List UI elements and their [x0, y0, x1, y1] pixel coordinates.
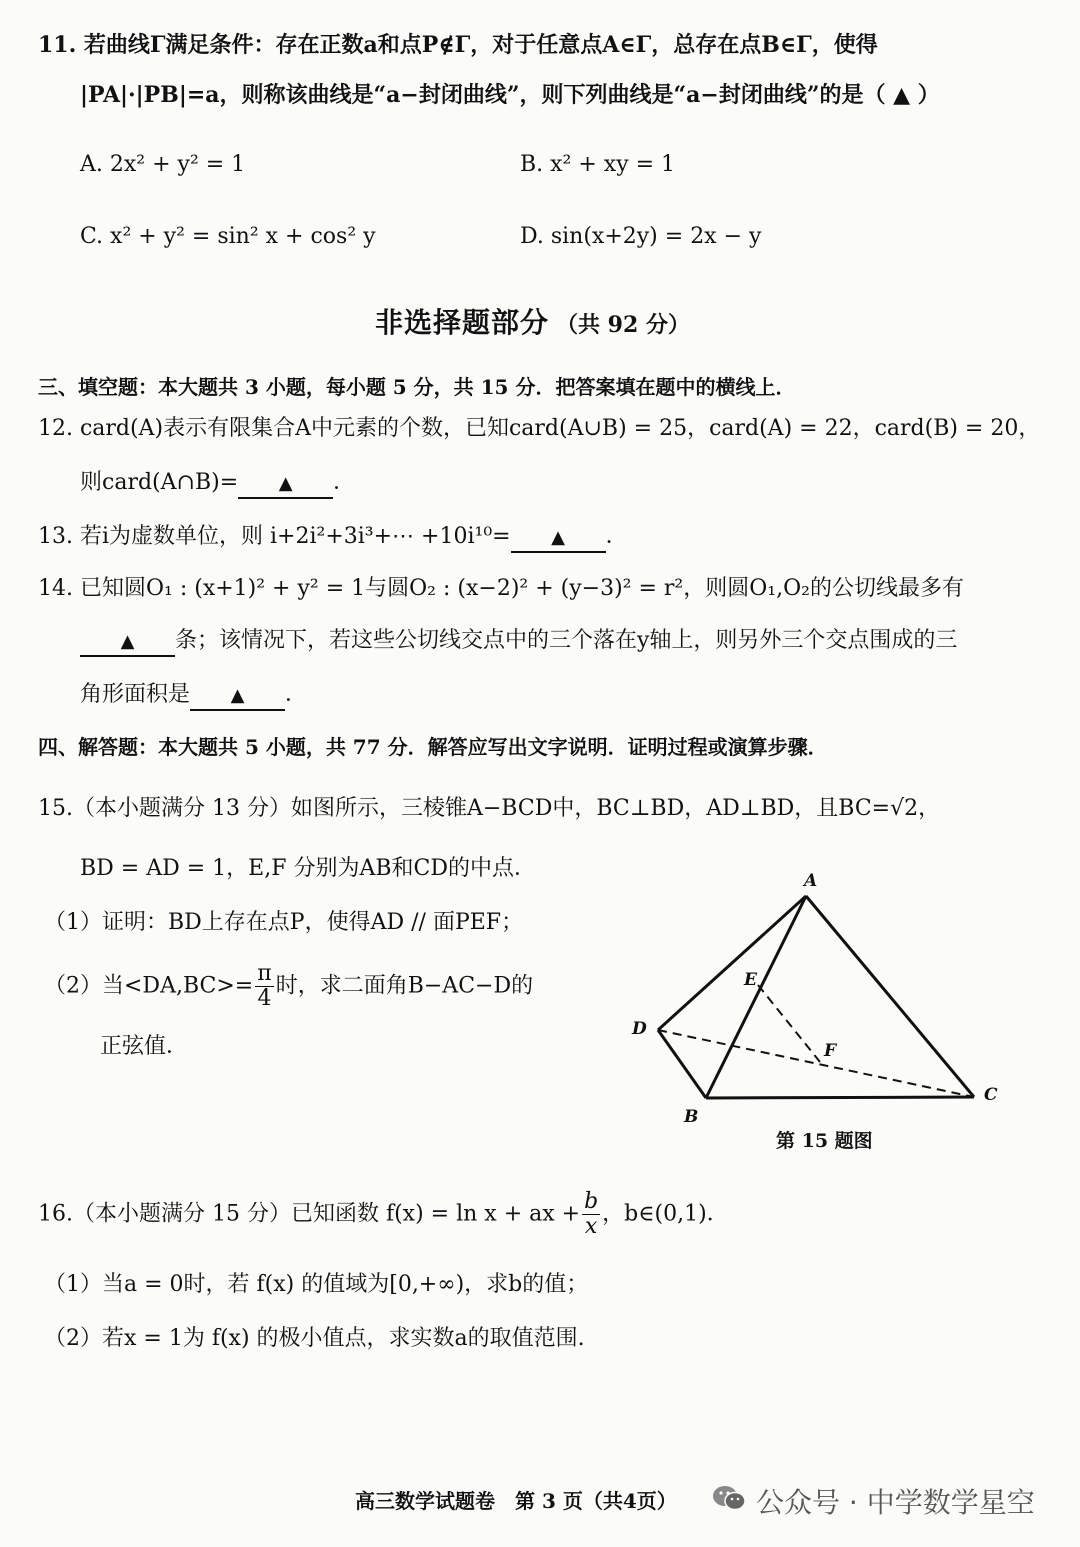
q11-option-a: A. 2x² + y² = 1 — [80, 152, 246, 177]
q15-part2 — [44, 962, 533, 1022]
watermark-text: 公众号 · 中学数学星空 — [756, 1486, 1035, 1519]
part4-header: 四、解答题：本大题共 5 小题，共 77 分．解答应写出文字说明．证明过程或演算步骤． — [38, 735, 828, 759]
triangle-icon: ▲ — [278, 473, 293, 494]
q11-option-b: B. x² + xy = 1 — [520, 152, 676, 177]
q12-suffix: ． — [333, 470, 356, 495]
triangle-icon: ▲ — [551, 527, 566, 548]
vertex-label-c: C — [984, 1085, 998, 1105]
edge-bc — [706, 1097, 974, 1098]
q12-line1: 12. card(A)表示有限集合A中元素的个数，已知card(A∪B) = 25，card(A) = 22，card(B) = 20， — [38, 416, 1041, 441]
triangle-icon: ▲ — [230, 685, 245, 706]
q13-line — [38, 522, 628, 553]
q14-line3 — [80, 680, 307, 711]
q15-part2-line2: 正弦值． — [100, 1034, 189, 1059]
q15-line1: 15.（本小题满分 13 分）如图所示，三棱锥A−BCD中，BC⊥BD，AD⊥BD，且BC=√2， — [38, 796, 941, 821]
q13-suffix: ． — [605, 524, 628, 549]
q16-stem — [38, 1190, 729, 1254]
section-title-text: 非选择题部分 — [375, 306, 550, 339]
q16-stem-suffix: ，b∈(0,1)． — [602, 1201, 729, 1227]
vertex-label-d: D — [632, 1019, 647, 1039]
q12-line2 — [80, 468, 355, 499]
edge-ac — [806, 896, 974, 1097]
figure-caption: 第 15 题图 — [776, 1130, 873, 1152]
vertex-label-b: B — [684, 1107, 699, 1127]
q16-part1: （1）当a = 0时，若 f(x) 的值域为[0,+∞)，求b的值； — [44, 1272, 589, 1297]
q13-answer-blank[interactable] — [511, 524, 606, 553]
fraction-denominator: 4 — [257, 986, 272, 1011]
q12-prefix: 则card(A∩B)= — [80, 470, 239, 495]
q15-line2: BD = AD = 1，E,F 分别为AB和CD的中点． — [80, 856, 537, 881]
section-points: （共 92 分） — [556, 312, 690, 338]
vertex-label-a: A — [804, 871, 818, 891]
fraction-denominator: x — [584, 1214, 598, 1239]
edge-db — [658, 1030, 706, 1098]
q12-answer-blank[interactable] — [238, 470, 333, 499]
q11-option-c: C. x² + y² = sin² x + cos² y — [80, 224, 376, 249]
b-over-x-fraction — [582, 1190, 600, 1239]
q14-suffix: ． — [285, 682, 308, 707]
q14-answer-blank-1[interactable] — [80, 628, 175, 657]
page-footer: 高三数学试题卷 第 3 页（共4页） — [355, 1489, 677, 1513]
fraction-numerator: b — [584, 1189, 599, 1214]
vertex-label-e: E — [744, 970, 757, 990]
q15-part1: （1）证明：BD上存在点P，使得AD // 面PEF； — [44, 910, 524, 935]
q15-part2-prefix: （2）当<DA,BC>= — [44, 973, 254, 999]
q11-stem-line1: 11. 若曲线Γ满足条件：存在正数a和点P∉Γ，对于任意点A∈Γ，总存在点B∈Γ，使得 — [38, 32, 878, 58]
q16-stem-prefix: 16.（本小题满分 15 分）已知函数 f(x) = ln x + ax + — [38, 1201, 581, 1227]
q11-option-d: D. sin(x+2y) = 2x − y — [520, 224, 762, 249]
tetrahedron-figure — [620, 860, 1020, 1160]
q14-answer-blank-2[interactable] — [190, 682, 285, 711]
vertex-label-f: F — [824, 1041, 837, 1061]
pi-over-4-fraction — [255, 962, 273, 1011]
section-title — [375, 308, 690, 341]
part3-header: 三、填空题：本大题共 3 小题，每小题 5 分，共 15 分．把答案填在题中的横线上． — [38, 375, 796, 399]
edge-ab — [706, 896, 806, 1098]
triangle-icon: ▲ — [120, 631, 135, 652]
q14-line2-text: 条；该情况下，若这些公切线交点中的三个落在y轴上，则另外三个交点围成的三 — [175, 628, 958, 653]
fraction-numerator: π — [257, 961, 272, 986]
q14-line1: 14. 已知圆O₁ : (x+1)² + y² = 1与圆O₂ : (x−2)² + (y−3)² = r²，则圆O₁,O₂的公切线最多有 — [38, 576, 964, 601]
segment-ef — [758, 985, 820, 1062]
q11-stem-line2: |PA|·|PB|=a，则称该曲线是“a−封闭曲线”，则下列曲线是“a−封闭曲线”的是（ ▲ ） — [80, 82, 940, 108]
wechat-icon — [712, 1484, 746, 1512]
q15-part2-suffix: 时，求二面角B−AC−D的 — [275, 973, 534, 999]
q14-line3-prefix: 角形面积是 — [80, 682, 191, 707]
edge-ad — [658, 896, 806, 1030]
q13-stem: 13. 若i为虚数单位，则 i+2i²+3i³+⋯ +10i¹⁰= — [38, 524, 511, 549]
q14-line2 — [80, 626, 957, 657]
q16-part2: （2）若x = 1为 f(x) 的极小值点，求实数a的取值范围. — [44, 1326, 585, 1351]
